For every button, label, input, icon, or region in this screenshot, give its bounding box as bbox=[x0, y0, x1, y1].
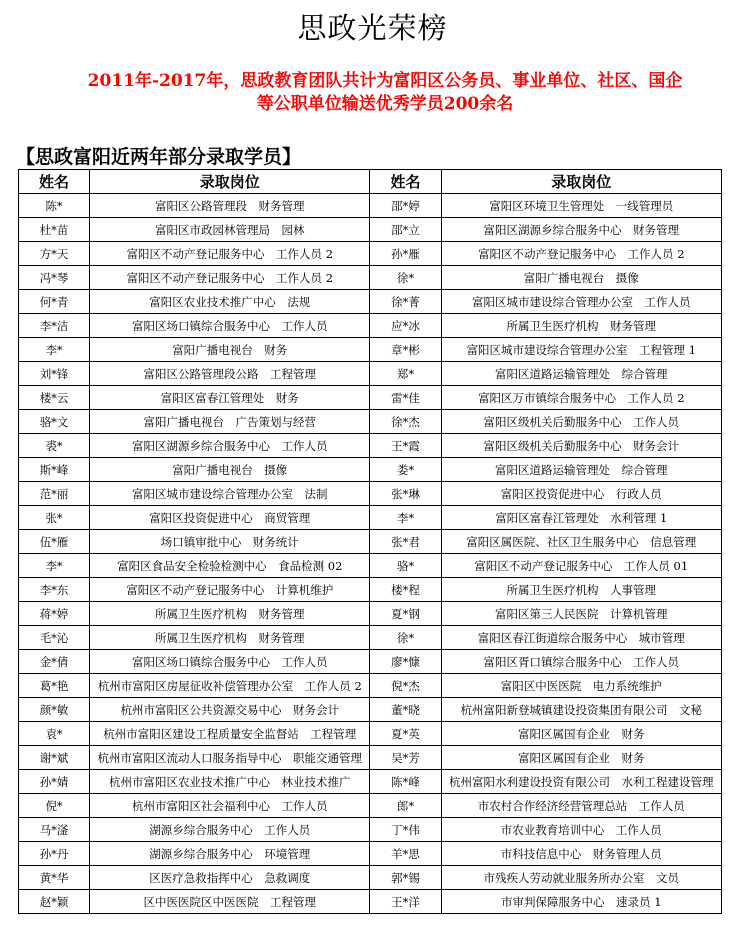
name-cell: 徐*杰 bbox=[370, 410, 441, 434]
name-cell: 徐*菁 bbox=[370, 290, 441, 314]
header-name-left: 姓名 bbox=[19, 170, 90, 194]
position-cell: 湖源乡综合服务中心 工作人员 bbox=[90, 818, 370, 842]
table-row bbox=[19, 770, 722, 794]
position-cell: 富阳广播电视台 财务 bbox=[90, 338, 370, 362]
position-cell: 富阳区属国有企业 财务 bbox=[441, 722, 721, 746]
name-cell: 李*洁 bbox=[19, 314, 90, 338]
name-cell: 李* bbox=[19, 554, 90, 578]
position-cell: 富阳区级机关后勤服务中心 工作人员 bbox=[441, 410, 721, 434]
name-cell: 邵*婷 bbox=[370, 194, 441, 218]
table-row bbox=[19, 506, 722, 530]
position-cell: 所属卫生医疗机构 财务管理 bbox=[90, 626, 370, 650]
name-cell: 邵*立 bbox=[370, 218, 441, 242]
position-cell: 富阳区不动产登记服务中心 计算机维护 bbox=[90, 578, 370, 602]
name-cell: 毛*沁 bbox=[19, 626, 90, 650]
position-cell: 富阳区富春江管理处 水利管理 1 bbox=[441, 506, 721, 530]
name-cell: 杜*苗 bbox=[19, 218, 90, 242]
page-title: 思政光荣榜 bbox=[297, 11, 448, 45]
name-cell: 雷*佳 bbox=[370, 386, 441, 410]
position-cell: 杭州市富阳区公共资源交易中心 财务会计 bbox=[90, 698, 370, 722]
position-cell: 富阳区富春江管理处 财务 bbox=[90, 386, 370, 410]
name-cell: 方*天 bbox=[19, 242, 90, 266]
name-cell: 李*东 bbox=[19, 578, 90, 602]
position-cell: 富阳区湖源乡综合服务中心 财务管理 bbox=[441, 218, 721, 242]
name-cell: 谢*斌 bbox=[19, 746, 90, 770]
position-cell: 富阳区不动产登记服务中心 工作人员 2 bbox=[90, 266, 370, 290]
position-cell: 杭州市富阳区社会福利中心 工作人员 bbox=[90, 794, 370, 818]
name-cell: 李* bbox=[370, 506, 441, 530]
name-cell: 裘* bbox=[19, 434, 90, 458]
name-cell: 徐* bbox=[370, 266, 441, 290]
subtitle-line-1: 2011年-2017年，思政教育团队共计为富阳区公务员、事业单位、社区、国企 bbox=[87, 71, 683, 91]
name-cell: 娄* bbox=[370, 458, 441, 482]
position-cell: 富阳区属国有企业 财务 bbox=[441, 746, 721, 770]
position-cell: 富阳区投资促进中心 商贸管理 bbox=[90, 506, 370, 530]
table-row bbox=[19, 842, 722, 866]
position-cell: 富阳区湖源乡综合服务中心 工作人员 bbox=[90, 434, 370, 458]
name-cell: 楼*程 bbox=[370, 578, 441, 602]
position-cell: 富阳区中医医院 电力系统维护 bbox=[441, 674, 721, 698]
position-cell: 富阳区胥口镇综合服务中心 工作人员 bbox=[441, 650, 721, 674]
name-cell: 张*君 bbox=[370, 530, 441, 554]
name-cell: 范*丽 bbox=[19, 482, 90, 506]
position-cell: 杭州富阳水利建设投资有限公司 水利工程建设管理 bbox=[441, 770, 721, 794]
table-row bbox=[19, 866, 722, 890]
name-cell: 吴*芳 bbox=[370, 746, 441, 770]
name-cell: 骆*文 bbox=[19, 410, 90, 434]
position-cell: 富阳广播电视台 摄像 bbox=[90, 458, 370, 482]
position-cell: 所属卫生医疗机构 人事管理 bbox=[441, 578, 721, 602]
name-cell: 张* bbox=[19, 506, 90, 530]
name-cell: 郭*锡 bbox=[370, 866, 441, 890]
position-cell: 富阳区食品安全检验检测中心 食品检测 02 bbox=[90, 554, 370, 578]
subtitle bbox=[40, 70, 730, 116]
position-cell: 区医疗急救指挥中心 急救调度 bbox=[90, 866, 370, 890]
name-cell: 张*琳 bbox=[370, 482, 441, 506]
position-cell: 富阳区春江街道综合服务中心 城市管理 bbox=[441, 626, 721, 650]
name-cell: 廖*慷 bbox=[370, 650, 441, 674]
table-row bbox=[19, 290, 722, 314]
name-cell: 马*滏 bbox=[19, 818, 90, 842]
name-cell: 羊*思 bbox=[370, 842, 441, 866]
name-cell: 李* bbox=[19, 338, 90, 362]
position-cell: 富阳区不动产登记服务中心 工作人员 01 bbox=[441, 554, 721, 578]
table-header-row bbox=[19, 170, 722, 194]
name-cell: 倪* bbox=[19, 794, 90, 818]
header-position-right: 录取岗位 bbox=[441, 170, 721, 194]
position-cell: 富阳区不动产登记服务中心 工作人员 2 bbox=[441, 242, 721, 266]
table-row bbox=[19, 386, 722, 410]
position-cell: 富阳区级机关后勤服务中心 财务会计 bbox=[441, 434, 721, 458]
position-cell: 富阳区市政园林管理局 园林 bbox=[90, 218, 370, 242]
name-cell: 陈*峰 bbox=[370, 770, 441, 794]
name-cell: 葛*艳 bbox=[19, 674, 90, 698]
subtitle-line-2: 等公职单位输送优秀学员200余名 bbox=[256, 94, 514, 114]
name-cell: 斯*峰 bbox=[19, 458, 90, 482]
name-cell: 冯*琴 bbox=[19, 266, 90, 290]
name-cell: 伍*雁 bbox=[19, 530, 90, 554]
name-cell: 应*冰 bbox=[370, 314, 441, 338]
position-cell: 场口镇审批中心 财务统计 bbox=[90, 530, 370, 554]
name-cell: 章*彬 bbox=[370, 338, 441, 362]
table-row bbox=[19, 410, 722, 434]
table-row bbox=[19, 218, 722, 242]
name-cell: 徐* bbox=[370, 626, 441, 650]
position-cell: 杭州市富阳区农业技术推广中心 林业技术推广 bbox=[90, 770, 370, 794]
name-cell: 夏*钢 bbox=[370, 602, 441, 626]
table-row bbox=[19, 722, 722, 746]
admissions-table bbox=[18, 169, 722, 914]
position-cell: 杭州市富阳区建设工程质量安全监督站 工程管理 bbox=[90, 722, 370, 746]
name-cell: 袁* bbox=[19, 722, 90, 746]
name-cell: 孙*婧 bbox=[19, 770, 90, 794]
position-cell: 富阳区公路管理段 财务管理 bbox=[90, 194, 370, 218]
position-cell: 富阳区不动产登记服务中心 工作人员 2 bbox=[90, 242, 370, 266]
table-row bbox=[19, 314, 722, 338]
name-cell: 王*洋 bbox=[370, 890, 441, 914]
position-cell: 富阳区场口镇综合服务中心 工作人员 bbox=[90, 314, 370, 338]
position-cell: 富阳区城市建设综合管理办公室 工程管理 1 bbox=[441, 338, 721, 362]
table-row bbox=[19, 194, 722, 218]
name-cell: 郑* bbox=[370, 362, 441, 386]
name-cell: 丁*伟 bbox=[370, 818, 441, 842]
table-row bbox=[19, 674, 722, 698]
position-cell: 杭州富阳新登城镇建设投资集团有限公司 文秘 bbox=[441, 698, 721, 722]
table-row bbox=[19, 554, 722, 578]
table-row bbox=[19, 338, 722, 362]
table-row bbox=[19, 362, 722, 386]
position-cell: 富阳区道路运输管理处 综合管理 bbox=[441, 362, 721, 386]
table-row bbox=[19, 794, 722, 818]
position-cell: 富阳区城市建设综合管理办公室 法制 bbox=[90, 482, 370, 506]
position-cell: 富阳区环境卫生管理处 一线管理员 bbox=[441, 194, 721, 218]
name-cell: 黄*华 bbox=[19, 866, 90, 890]
position-cell: 所属卫生医疗机构 财务管理 bbox=[441, 314, 721, 338]
table-row bbox=[19, 698, 722, 722]
name-cell: 倪*杰 bbox=[370, 674, 441, 698]
table-row bbox=[19, 602, 722, 626]
position-cell: 富阳区城市建设综合管理办公室 工作人员 bbox=[441, 290, 721, 314]
table-row bbox=[19, 530, 722, 554]
table-row bbox=[19, 650, 722, 674]
name-cell: 何*青 bbox=[19, 290, 90, 314]
table-row bbox=[19, 578, 722, 602]
position-cell: 湖源乡综合服务中心 环境管理 bbox=[90, 842, 370, 866]
position-cell: 富阳区属医院、社区卫生服务中心 信息管理 bbox=[441, 530, 721, 554]
position-cell: 富阳区道路运输管理处 综合管理 bbox=[441, 458, 721, 482]
name-cell: 孙*雁 bbox=[370, 242, 441, 266]
position-cell: 富阳区公路管理段公路 工程管理 bbox=[90, 362, 370, 386]
position-cell: 市农村合作经济经营管理总站 工作人员 bbox=[441, 794, 721, 818]
name-cell: 楼*云 bbox=[19, 386, 90, 410]
table-row bbox=[19, 266, 722, 290]
table-row bbox=[19, 746, 722, 770]
position-cell: 市农业教育培训中心 工作人员 bbox=[441, 818, 721, 842]
position-cell: 富阳区场口镇综合服务中心 工作人员 bbox=[90, 650, 370, 674]
table-row bbox=[19, 458, 722, 482]
position-cell: 市残疾人劳动就业服务所办公室 文员 bbox=[441, 866, 721, 890]
name-cell: 夏*英 bbox=[370, 722, 441, 746]
position-cell: 杭州市富阳区房屋征收补偿管理办公室 工作人员 2 bbox=[90, 674, 370, 698]
table-row bbox=[19, 818, 722, 842]
table-row bbox=[19, 626, 722, 650]
name-cell: 赵*颖 bbox=[19, 890, 90, 914]
name-cell: 陈* bbox=[19, 194, 90, 218]
position-cell: 富阳广播电视台 摄像 bbox=[441, 266, 721, 290]
position-cell: 富阳区农业技术推广中心 法规 bbox=[90, 290, 370, 314]
position-cell: 富阳区第三人民医院 计算机管理 bbox=[441, 602, 721, 626]
position-cell: 富阳区投资促进中心 行政人员 bbox=[441, 482, 721, 506]
position-cell: 所属卫生医疗机构 财务管理 bbox=[90, 602, 370, 626]
section-heading: 【思政富阳近两年部分录取学员】 bbox=[16, 146, 302, 168]
name-cell: 董*晓 bbox=[370, 698, 441, 722]
name-cell: 金*倩 bbox=[19, 650, 90, 674]
position-cell: 市审判保障服务中心 速录员 1 bbox=[441, 890, 721, 914]
table-row bbox=[19, 434, 722, 458]
position-cell: 区中医医院区中医医院 工程管理 bbox=[90, 890, 370, 914]
name-cell: 骆* bbox=[370, 554, 441, 578]
position-cell: 市科技信息中心 财务管理人员 bbox=[441, 842, 721, 866]
header-position-left: 录取岗位 bbox=[90, 170, 370, 194]
table-row bbox=[19, 482, 722, 506]
table-row bbox=[19, 890, 722, 914]
position-cell: 富阳区万市镇综合服务中心 工作人员 2 bbox=[441, 386, 721, 410]
position-cell: 杭州市富阳区流动人口服务指导中心 职能交通管理 bbox=[90, 746, 370, 770]
position-cell: 富阳广播电视台 广告策划与经营 bbox=[90, 410, 370, 434]
name-cell: 颜*敏 bbox=[19, 698, 90, 722]
name-cell: 蒋*婷 bbox=[19, 602, 90, 626]
name-cell: 郎* bbox=[370, 794, 441, 818]
name-cell: 王*霞 bbox=[370, 434, 441, 458]
header-name-right: 姓名 bbox=[370, 170, 441, 194]
name-cell: 刘*锋 bbox=[19, 362, 90, 386]
table-row bbox=[19, 242, 722, 266]
name-cell: 孙*丹 bbox=[19, 842, 90, 866]
